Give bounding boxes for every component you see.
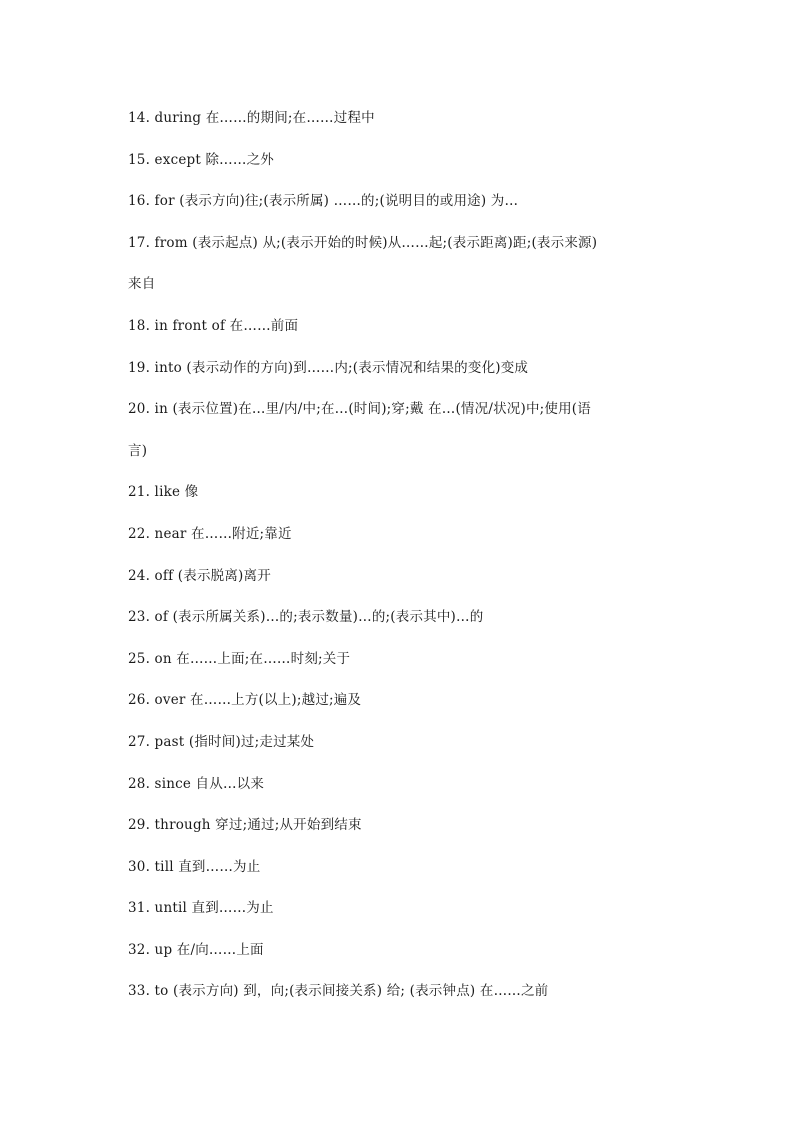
list-item: 17. from (表示起点) 从;(表示开始的时候)从……起;(表示距离)距;(表示来源) bbox=[128, 234, 598, 251]
list-item: 18. in front of 在……前面 bbox=[128, 317, 299, 334]
list-item: 24. off (表示脱离)离开 bbox=[128, 567, 271, 584]
list-item: 19. into (表示动作的方向)到……内;(表示情况和结果的变化)变成 bbox=[128, 359, 529, 376]
list-item: 32. up 在/向……上面 bbox=[128, 941, 264, 958]
list-item: 25. on 在……上面;在……时刻;关于 bbox=[128, 650, 351, 667]
list-item: 20. in (表示位置)在…里/内/中;在…(时间);穿;戴 在…(情况/状况)中;使用(语 bbox=[128, 401, 591, 418]
list-item: 30. till 直到……为止 bbox=[128, 858, 261, 875]
list-item: 27. past (指时间)过;走过某处 bbox=[128, 733, 315, 750]
list-item: 22. near 在……附近;靠近 bbox=[128, 525, 292, 542]
list-item: 26. over 在……上方(以上);越过;遍及 bbox=[128, 692, 362, 709]
list-item: 23. of (表示所属关系)…的;表示数量)…的;(表示其中)…的 bbox=[128, 609, 484, 626]
list-item: 31. until 直到……为止 bbox=[128, 900, 274, 917]
list-item: 16. for (表示方向)往;(表示所属) ……的;(说明目的或用途) 为… bbox=[128, 193, 519, 210]
list-item-continuation: 言) bbox=[128, 442, 148, 459]
preposition-list bbox=[128, 106, 676, 1021]
list-item: 33. to (表示方向) 到，向;(表示间接关系) 给; (表示钟点) 在……之前 bbox=[128, 983, 549, 1000]
list-item: 15. except 除……之外 bbox=[128, 151, 274, 168]
list-item-continuation: 来自 bbox=[128, 276, 156, 293]
list-item: 29. through 穿过;通过;从开始到结束 bbox=[128, 817, 362, 834]
list-item: 14. during 在……的期间;在……过程中 bbox=[128, 110, 375, 126]
list-item: 28. since 自从…以来 bbox=[128, 775, 265, 792]
list-item: 21. like 像 bbox=[128, 484, 199, 501]
